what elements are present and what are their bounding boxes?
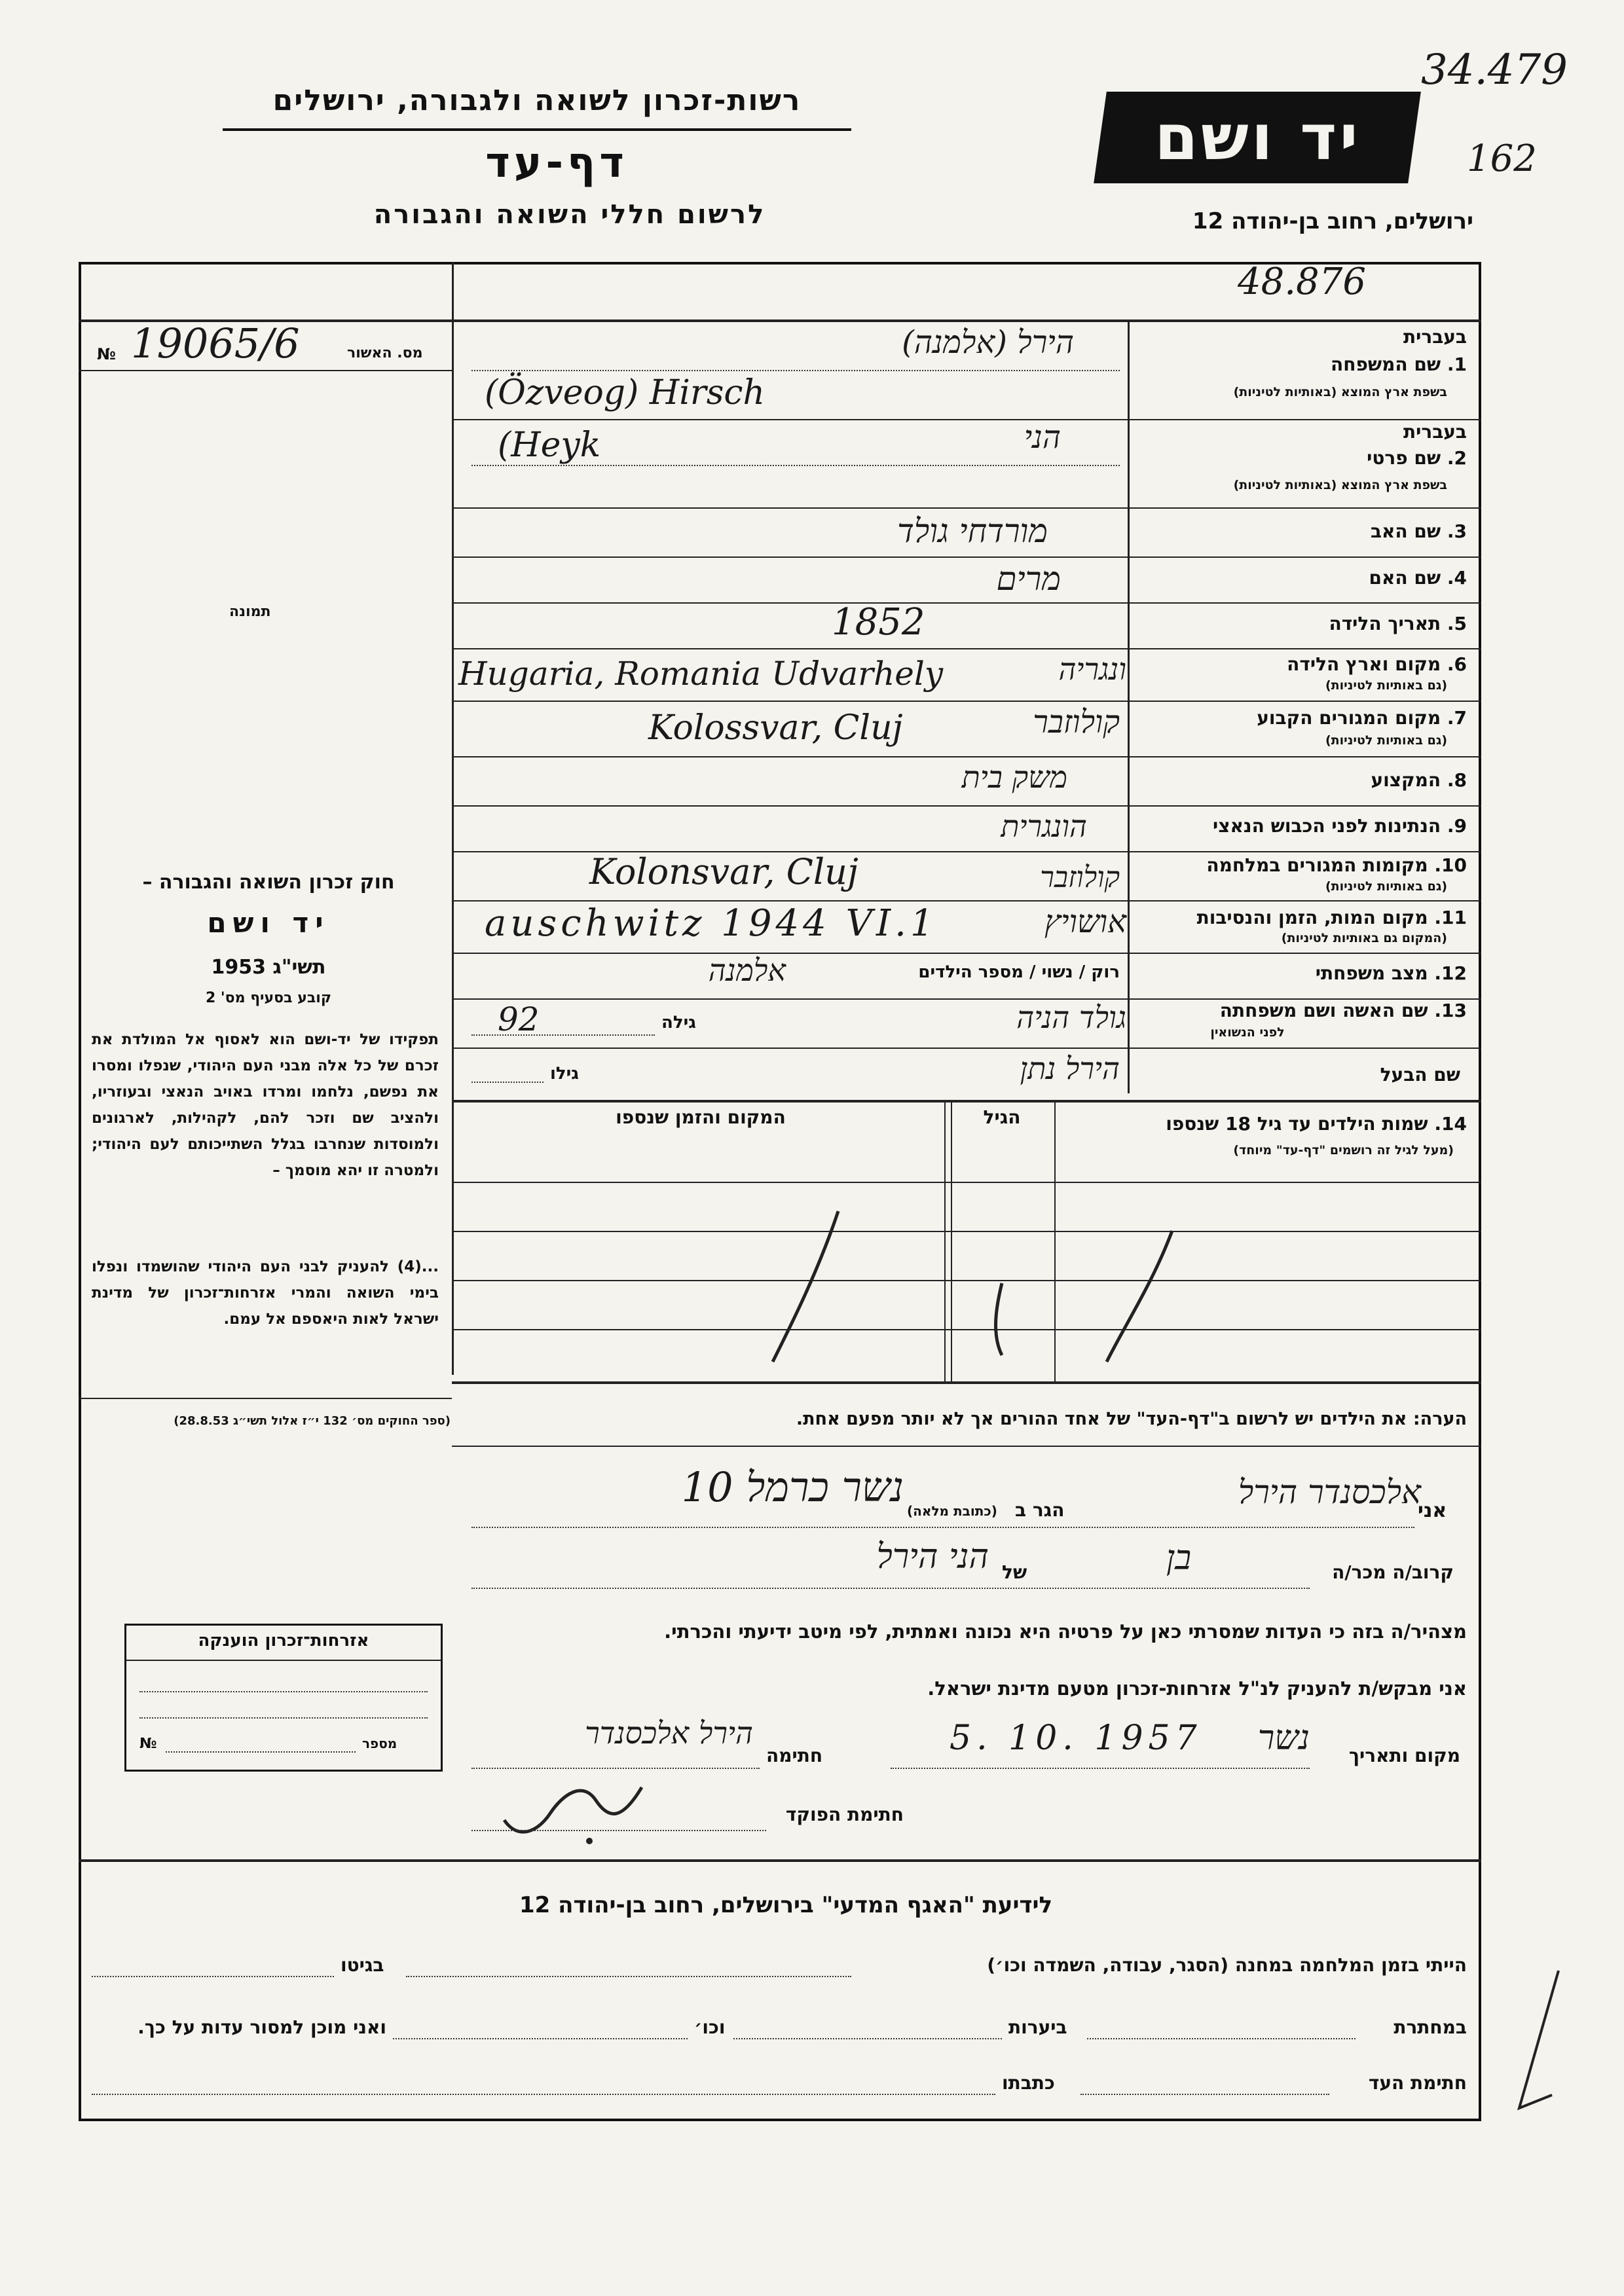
relation-value: בן bbox=[1166, 1539, 1192, 1578]
bottom-line2-dots-c bbox=[393, 2038, 688, 2039]
row-rule-2 bbox=[452, 507, 1481, 509]
place-date-label: מקום ותאריך bbox=[1348, 1745, 1460, 1766]
bottom-section-rule bbox=[79, 1859, 1481, 1862]
husband-age-label: גילו bbox=[550, 1064, 579, 1084]
bottom-line1-dots-a bbox=[406, 1976, 851, 1977]
address-value: נשר כרמל 10 bbox=[681, 1463, 904, 1511]
field-7-value-he: קולוזבר bbox=[1033, 704, 1120, 740]
officer-signature-scribble bbox=[498, 1768, 655, 1846]
field-6-sublabel: (גם באותיות לטיניות) bbox=[1325, 678, 1447, 693]
field-1-value-lat: (Özveog) Hirsch bbox=[485, 373, 766, 412]
field-10-label bbox=[1133, 854, 1467, 876]
children-note: הערה: את הילדים יש לרשום ב"דף-העד" של אחד ההורים אך לא יותר מפעם אחת. bbox=[796, 1409, 1467, 1429]
citizenship-number-dots bbox=[166, 1751, 356, 1753]
field-12-num: 12. bbox=[1434, 962, 1467, 984]
field-3-text: שם האב bbox=[1370, 520, 1441, 542]
address-sublabel: (כתובת מלאה) bbox=[907, 1503, 997, 1519]
bottom-line1-b: בגיטו bbox=[341, 1954, 384, 1976]
children-text: שמות הילדים עד גיל 18 שנספו bbox=[1166, 1113, 1428, 1135]
law-ref-rule bbox=[79, 1398, 452, 1399]
field-11-label bbox=[1133, 907, 1467, 928]
field-5-value: 1852 bbox=[832, 601, 925, 644]
confirm-label: מס. האשור bbox=[347, 345, 423, 361]
declarant-ani: אני bbox=[1418, 1499, 1447, 1522]
declaration-text: מצהיר/ה בזה כי העדות שמסרתי כאן על פרטיה היא נכונה ואמתית, לפי מיטב ידיעתי והכרתי. bbox=[664, 1620, 1467, 1643]
strike-mark-age bbox=[996, 1283, 1002, 1355]
citizenship-no-mark: № bbox=[139, 1736, 157, 1752]
field-8-label bbox=[1146, 769, 1467, 791]
field-9-value-he: הונגרית bbox=[1001, 809, 1087, 844]
citizenship-title-rule bbox=[126, 1660, 441, 1661]
field-12-label bbox=[1146, 962, 1467, 984]
row-rule-8 bbox=[452, 805, 1481, 807]
field-6-value-he: ונגריה bbox=[1058, 651, 1126, 687]
field-7-num: 7. bbox=[1447, 707, 1467, 729]
label-column-divider bbox=[1128, 321, 1130, 1093]
bottom-line2-dots-a bbox=[1087, 2038, 1356, 2039]
row-rule-7 bbox=[452, 756, 1481, 757]
bottom-line2-b: ביערות bbox=[1008, 2016, 1067, 2038]
field-1-sublabel: בשפת ארץ המוצא (באותיות לטיניות) bbox=[1233, 385, 1447, 399]
field-10-num: 10. bbox=[1434, 854, 1467, 876]
field-6-text: מקום וארץ הלידה bbox=[1287, 653, 1441, 675]
bottom-line3-dots-a bbox=[1080, 2094, 1329, 2095]
field-9-text: הנתינות לפני הכבוש הנאצי bbox=[1213, 815, 1441, 837]
field-2-label bbox=[1146, 447, 1467, 469]
citizenship-title: אזרחות־זכרון הוענקה bbox=[198, 1631, 369, 1650]
children-sublabel: (מעל לגיל זה רושמים "דף-עד" מיוחד) bbox=[1233, 1143, 1454, 1157]
age-value: 92 bbox=[498, 1000, 540, 1038]
archive-sub-number: 162 bbox=[1467, 137, 1537, 180]
children-row-rule-1 bbox=[452, 1182, 1481, 1183]
field-10-value-lat: Kolonsvar, Cluj bbox=[589, 851, 858, 892]
field-11-sublabel: (המקום גם באותיות לטיניות) bbox=[1281, 931, 1447, 945]
signature-value: הירל אלכסנדר bbox=[585, 1715, 753, 1751]
field-5-text: תאריך הלידה bbox=[1329, 613, 1441, 634]
field-2-value-he: הני bbox=[1024, 419, 1061, 456]
date-dots bbox=[891, 1768, 1310, 1769]
law-name: יד ושם bbox=[207, 907, 330, 939]
marital-options: רוק / נשוי / מספר הילדים bbox=[918, 962, 1120, 982]
relation-dots bbox=[471, 1588, 1310, 1589]
field-11-text: מקום המות, הזמן והנסיבות bbox=[1196, 907, 1428, 928]
confirm-no-mark: № bbox=[97, 345, 116, 363]
field-1-tag: בעברית bbox=[1403, 326, 1467, 348]
age-dots bbox=[471, 1034, 655, 1036]
law-reference: (ספר החוקים מס׳ 132 י״ז אלול תשי״ג 28.8.53) bbox=[174, 1414, 451, 1428]
row-rule-10 bbox=[452, 900, 1481, 902]
age-label: גילה bbox=[661, 1013, 696, 1032]
field-13-label bbox=[1133, 1000, 1467, 1021]
husband-label: שם הבעל bbox=[1380, 1064, 1460, 1085]
bottom-line3-b: כתבתו bbox=[1002, 2072, 1055, 2094]
citizenship-line-2 bbox=[139, 1717, 428, 1719]
field-1-value-he: הירל (אלמנה) bbox=[902, 324, 1074, 361]
law-paragraph-1: תפקידו של יד-ושם הוא לאסוף אל המולדת את זכרם של כל אלה מבני העם היהודי, שנפלו ומסרו את נפשם, נלחמו ומרדו באויב הנאצי ובעוזריו, ולהציב שם וזכר להם, לקהילות, לארגונים ולמוסדות שנחרבו בגלל השתייכותם לעם היהודי; ולמטרה זו יהא מוסמך – bbox=[92, 1031, 439, 1179]
field-1-text: שם המשפחה bbox=[1331, 354, 1441, 375]
photo-label: תמונה bbox=[229, 604, 271, 620]
form-title: דף-עד bbox=[485, 139, 628, 187]
authority-underline bbox=[223, 128, 851, 131]
field-7-value-lat: Kolossvar, Cluj bbox=[648, 708, 903, 748]
bottom-line2-c: וכו׳ bbox=[694, 2016, 726, 2038]
bottom-line2-d: ואני מוכן למסור עדות על כך. bbox=[138, 2016, 386, 2038]
bottom-line3-a: חתימת העד bbox=[1368, 2072, 1467, 2094]
field-8-text: המקצוע bbox=[1371, 769, 1441, 791]
field-7-label bbox=[1146, 707, 1467, 729]
row-rule-3 bbox=[452, 556, 1481, 558]
date-value: 5. 10. 1957 bbox=[950, 1719, 1202, 1758]
field-11-value-he: אושויץ bbox=[1044, 903, 1126, 940]
field-10-value-he: קולוזבר bbox=[1040, 861, 1120, 894]
logo-text: יד ושם bbox=[1154, 101, 1361, 174]
row-rule-14 bbox=[452, 1100, 1481, 1102]
declarant-name: אלכסנדר הירל bbox=[1238, 1473, 1421, 1511]
address-label: הגר ב bbox=[1015, 1499, 1065, 1521]
field-13-value-he: גולד הניה bbox=[1016, 1000, 1126, 1035]
field-5-label bbox=[1146, 613, 1467, 634]
scribble-dot bbox=[586, 1838, 593, 1844]
scribble-line bbox=[504, 1787, 642, 1832]
record-number: 48.876 bbox=[1238, 261, 1366, 303]
place-value: נשר bbox=[1257, 1719, 1310, 1758]
request-text: אני מבקש/ת להעניק לנ"ל אזרחות-זכרון מטעם מדינת ישראל. bbox=[927, 1677, 1467, 1700]
field-3-num: 3. bbox=[1447, 520, 1467, 542]
field-2-sublabel: בשפת ארץ המוצא (באותיות לטיניות) bbox=[1233, 478, 1447, 492]
bottom-line1-dots-b bbox=[92, 1976, 334, 1977]
of-label: של bbox=[1002, 1561, 1027, 1583]
field-11-num: 11. bbox=[1434, 907, 1467, 928]
relation-label: קרוב/ה מכר/ה bbox=[1332, 1561, 1454, 1583]
field-2-text: שם פרטי bbox=[1367, 447, 1441, 469]
field-1-dots bbox=[471, 370, 1120, 371]
field-7-text: מקום המגורים הקבוע bbox=[1257, 707, 1441, 729]
law-year: תשי"ג 1953 bbox=[211, 956, 326, 979]
field-13-num: 13. bbox=[1434, 1000, 1467, 1021]
law-paragraph-2: ...(4) להעניק לבני העם היהודי שהושמדו ונפלו בימי השואה והמרי אזרחות־זכרון של מדינת ישראל לאות היאספם אל עמם. bbox=[92, 1258, 439, 1328]
citizenship-line-1 bbox=[139, 1691, 428, 1692]
field-2-tag: בעברית bbox=[1403, 421, 1467, 443]
children-strike-marks bbox=[753, 1192, 1211, 1388]
row-rule-4 bbox=[452, 602, 1481, 604]
field-6-value-lat: Hugaria, Romania Udvarhely bbox=[458, 655, 944, 693]
field-4-label bbox=[1146, 567, 1467, 589]
field-2-value-lat: (Heyk bbox=[498, 426, 601, 465]
row-rule-13 bbox=[452, 1048, 1481, 1049]
bottom-title: לידיעת "האגף המדעי" בירושלים, רחוב בן-יהודה 12 bbox=[519, 1892, 1053, 1918]
bottom-line3-dots-b bbox=[92, 2094, 995, 2095]
row-rule-6 bbox=[452, 701, 1481, 702]
husband-value-he: הירל נתן bbox=[1020, 1051, 1120, 1086]
form-subtitle: לרשום חללי השואה והגבורה bbox=[373, 200, 766, 230]
field-13-text: שם האשה ושם משפחתה bbox=[1219, 1000, 1428, 1021]
field-7-sublabel: (גם באותיות לטיניות) bbox=[1325, 733, 1447, 748]
field-5-num: 5. bbox=[1447, 613, 1467, 634]
children-num: 14. bbox=[1434, 1113, 1467, 1135]
field-11-value-lat: auschwitz 1944 VI.1 bbox=[485, 902, 938, 945]
field-8-num: 8. bbox=[1447, 769, 1467, 791]
field-12-value-he: אלמנה bbox=[708, 953, 786, 988]
field-8-value-he: משק בית bbox=[961, 759, 1067, 795]
field-13-sublabel: לפני הנשואין bbox=[1210, 1025, 1285, 1040]
bottom-line1-a: הייתי בזמן המלחמה במחנה (הסגר, עבודה, השמדה וכו׳) bbox=[987, 1954, 1467, 1976]
pen-stroke bbox=[1519, 1971, 1559, 2108]
of-value: הני הירל bbox=[876, 1537, 989, 1576]
field-1-label bbox=[1146, 354, 1467, 375]
field-2-dots bbox=[471, 465, 1120, 466]
field-4-value-he: מרים bbox=[996, 560, 1061, 598]
field-4-text: שם האם bbox=[1369, 567, 1441, 589]
field-12-text: מצב משפחתי bbox=[1315, 962, 1428, 984]
yad-vashem-logo bbox=[1094, 92, 1421, 183]
field-10-sublabel: (גם באותיות לטיניות) bbox=[1325, 879, 1447, 894]
husband-age-dots bbox=[471, 1082, 544, 1083]
confirm-rule bbox=[79, 370, 452, 371]
address-dots bbox=[471, 1527, 1414, 1528]
strike-mark-place bbox=[773, 1211, 838, 1362]
citizenship-number-label: מספר bbox=[362, 1736, 397, 1751]
signature-label: חתימה bbox=[766, 1745, 823, 1766]
field-6-num: 6. bbox=[1447, 653, 1467, 675]
officer-sig-label: חתימת הפוקד bbox=[785, 1804, 904, 1825]
law-title: חוק זכרון השואה והגבורה – bbox=[142, 871, 395, 894]
bottom-line2-a: במחתרת bbox=[1393, 2016, 1467, 2038]
citizenship-box bbox=[124, 1624, 443, 1772]
field-6-label bbox=[1146, 653, 1467, 675]
field-1-num: 1. bbox=[1447, 354, 1467, 375]
field-10-text: מקומות המגורים במלחמה bbox=[1206, 854, 1428, 876]
field-3-label bbox=[1146, 520, 1467, 542]
children-label bbox=[1061, 1113, 1467, 1135]
field-4-num: 4. bbox=[1447, 567, 1467, 589]
officer-sig-dots bbox=[471, 1830, 766, 1831]
strike-mark-name bbox=[1107, 1231, 1172, 1362]
law-clause: קובע בסעיף מס' 2 bbox=[205, 990, 332, 1006]
field-2-num: 2. bbox=[1447, 447, 1467, 469]
margin-pen-mark bbox=[1493, 1964, 1572, 2134]
children-place-col: המקום והזמן שנספו bbox=[616, 1106, 786, 1128]
authority-title: רשות-זכרון לשואה ולגבורה, ירושלים bbox=[272, 84, 802, 117]
archive-number: 34.479 bbox=[1421, 46, 1568, 94]
note-rule bbox=[452, 1446, 1481, 1447]
field-9-label bbox=[1146, 815, 1467, 837]
children-age-col: הגיל bbox=[983, 1106, 1021, 1128]
header-address: ירושלים, רחוב בן-יהודה 12 bbox=[1192, 208, 1473, 234]
field-3-value-he: מורדחי גולד bbox=[897, 512, 1048, 550]
confirm-number: 19065/6 bbox=[131, 319, 300, 367]
sidebar-divider bbox=[452, 262, 454, 1375]
bottom-line2-dots-b bbox=[733, 2038, 1002, 2039]
row-rule-5 bbox=[452, 648, 1481, 649]
field-9-num: 9. bbox=[1447, 815, 1467, 837]
